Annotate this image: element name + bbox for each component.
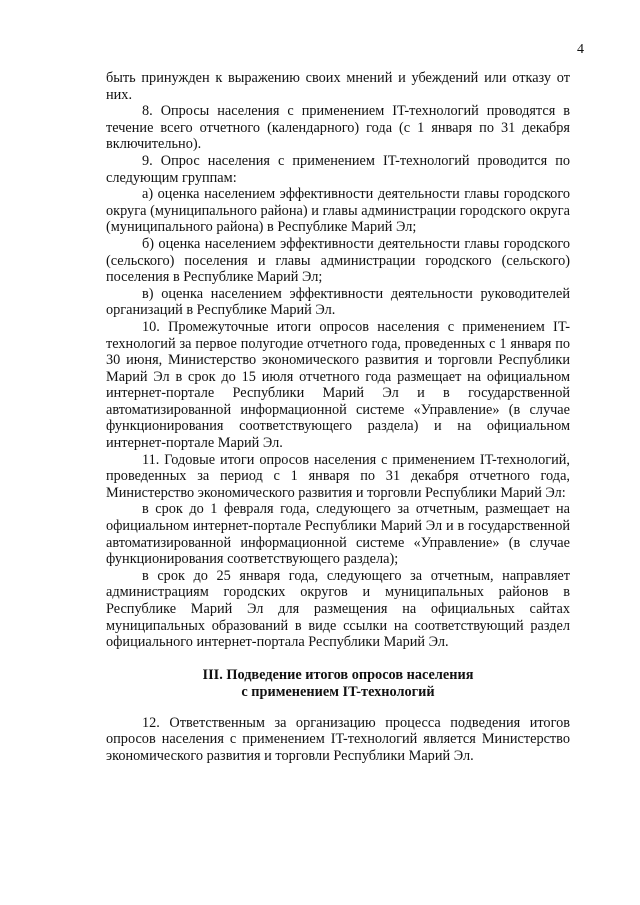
paragraph-item-8: 8. Опросы населения с применением IT-технологий проводятся в течение всего отчетного (календарного) года (с 1 января по 31 декабря включительно). <box>106 103 570 153</box>
section-title-line-1: III. Подведение итогов опросов населения <box>202 666 474 683</box>
paragraph-item-9v: в) оценка населением эффективности деятельности руководителей организаций в Республике Марий Эл. <box>106 285 570 319</box>
paragraph-item-9: 9. Опрос населения с применением IT-технологий проводится по следующим группам: <box>106 152 570 186</box>
section-title-line-2: с применением IT-технологий <box>241 683 435 700</box>
paragraph-item-11-second: в срок до 25 января года, следующего за отчетным, направляет администрациям городских округов и муниципальных районов в Республике Марий Эл для размещения на официальных сайтах муниципальных образований в виде ссылки на соответствующий раздел официального интернет-портала Республики Марий Эл. <box>106 567 570 651</box>
paragraph-item-10: 10. Промежуточные итоги опросов населения с применением IT-технологий за первое полугодие отчетного года, проведенных с 1 января по 30 июня, Министерство экономического развития и торговли Республики Марий Эл в срок до 15 июля отчетного года размещает на официальном интернет-портале Республики Марий Эл и в государственной автоматизированной информационной системе «Управление» (в случае функционирования соответствующего раздела) и на официальном интернет-портале Марий Эл. <box>106 318 570 452</box>
paragraph-item-9b: б) оценка населением эффективности деятельности главы городского (сельского) поселения и главы администрации городского (сельского) поселения в Республике Марий Эл; <box>106 235 570 286</box>
document-body <box>106 70 570 765</box>
paragraph-item-11: 11. Годовые итоги опросов населения с применением IT-технологий, проведенных за период с 1 января по 31 декабря отчетного года, Министерство экономического развития и торговли Республики Марий Эл: <box>106 451 570 501</box>
page-number: 4 <box>577 42 584 57</box>
paragraph-continuation: быть принужден к выражению своих мнений и убеждений или отказу от них. <box>106 70 570 103</box>
paragraph-item-11-first: в срок до 1 февраля года, следующего за отчетным, размещает на официальном интернет-портале Республики Марий Эл и в государственной автоматизированной информационной системе «Управление» (в случае функционирования соответствующего раздела); <box>106 501 570 568</box>
section-heading <box>106 667 570 701</box>
paragraph-item-9a: а) оценка населением эффективности деятельности главы городского округа (муниципального района) и главы администрации городского округа (муниципального района) в Республике Марий Эл; <box>106 186 570 236</box>
paragraph-item-12: 12. Ответственным за организацию процесса подведения итогов опросов населения с применением IT-технологий является Министерство экономического развития и торговли Республики Марий Эл. <box>106 714 570 764</box>
